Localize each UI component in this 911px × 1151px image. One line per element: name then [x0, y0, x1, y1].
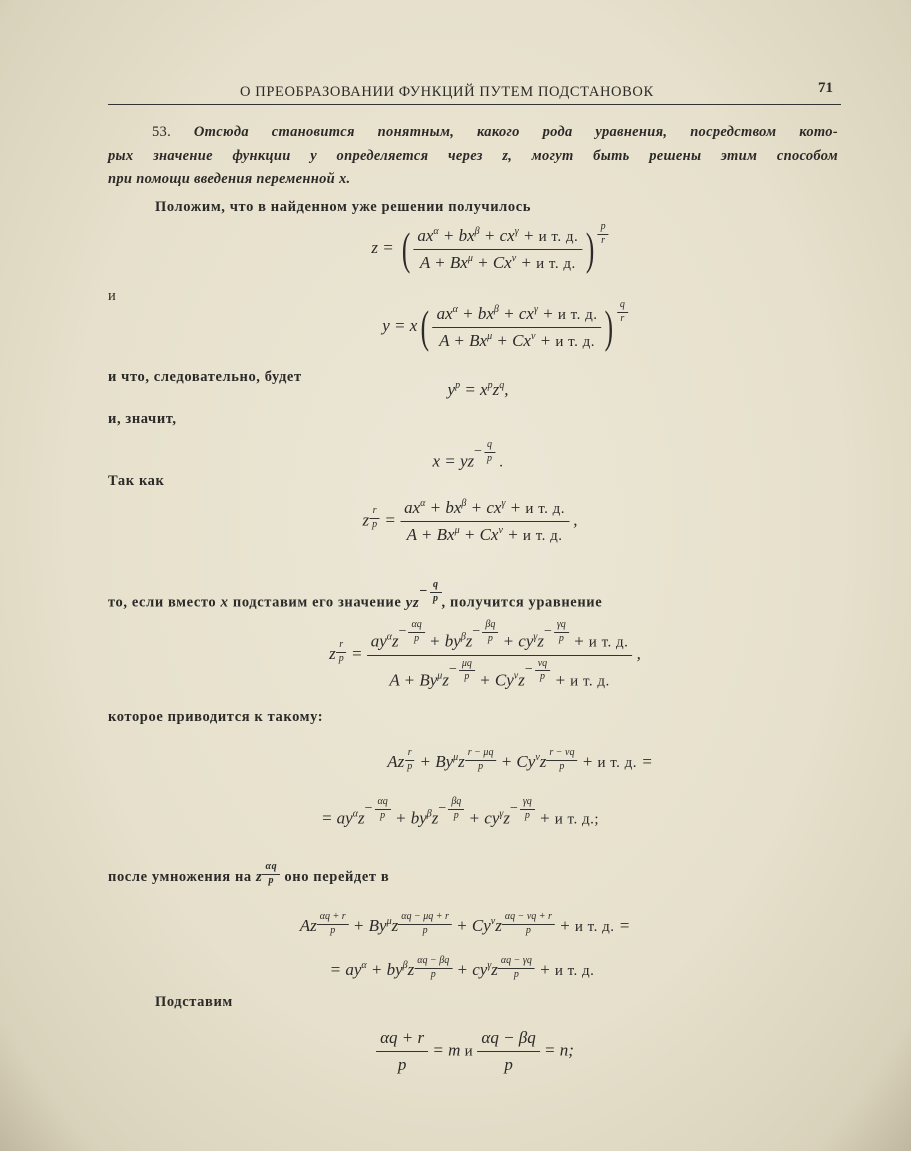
- math-text: +: [554, 916, 575, 935]
- math-text: + bx: [457, 303, 494, 323]
- math-text: p: [397, 1055, 407, 1074]
- denominator: p: [414, 632, 420, 644]
- math-text: + bx: [438, 225, 475, 245]
- text-line: и, значит,: [108, 411, 177, 427]
- math-word: и т. д.: [522, 528, 563, 544]
- exponent-fraction: [498, 956, 535, 980]
- inline-formula: [405, 579, 442, 611]
- fraction: [317, 912, 349, 936]
- math-word: и т. д.: [554, 963, 595, 979]
- math-word: и т. д.: [525, 501, 566, 517]
- numerator: μq: [459, 659, 475, 672]
- numerator: p: [598, 222, 609, 235]
- math-text: + Cy: [496, 752, 536, 771]
- text-line: которое приводится к такому:: [108, 709, 324, 725]
- math-text: A + By: [389, 670, 438, 690]
- page-number: 71: [818, 80, 833, 96]
- exponent-fraction: [414, 956, 452, 980]
- math-text: A + Bx: [419, 252, 468, 272]
- fraction: [398, 912, 452, 936]
- denominator: [500, 1052, 517, 1075]
- exponent-fraction: [399, 620, 425, 644]
- text-segment: после умножения на: [108, 869, 252, 885]
- numerator: [400, 498, 569, 522]
- math-text: αq − βq: [481, 1028, 536, 1047]
- fraction: [598, 222, 609, 246]
- exponent-fraction: [510, 797, 535, 821]
- exponent-fraction: [438, 797, 464, 821]
- superscript: μ: [437, 670, 443, 682]
- math-text: +: [505, 498, 526, 517]
- superscript: p: [487, 380, 493, 391]
- denominator: p: [432, 592, 439, 604]
- exponent-fraction: [465, 748, 497, 772]
- math-text: ax: [436, 303, 453, 323]
- text-line: [108, 862, 389, 886]
- math-text: =: [346, 644, 367, 664]
- math-text: αq + r: [380, 1028, 425, 1047]
- exponent-fraction: [365, 797, 391, 821]
- numerator: αq: [409, 620, 425, 633]
- math-word: .: [495, 454, 504, 471]
- math-word: и т. д.: [588, 634, 629, 651]
- math-text: + Cx: [492, 330, 531, 350]
- math-text: z: [495, 916, 502, 935]
- superscript: γ: [499, 808, 504, 820]
- numerator: αq: [375, 797, 391, 810]
- superscript: ν: [530, 330, 536, 342]
- minus-sign: −: [364, 800, 373, 816]
- math-text: + by: [424, 631, 461, 651]
- minus-sign: −: [398, 623, 407, 639]
- math-text: + by: [390, 808, 427, 828]
- exponent-fraction: [544, 620, 569, 644]
- numerator: αq − βq: [414, 956, 452, 969]
- math-text: z =: [371, 238, 399, 257]
- fraction: [535, 659, 550, 683]
- superscript: γ: [514, 225, 519, 237]
- math-text: + Cx: [472, 252, 512, 272]
- fraction: [433, 304, 602, 351]
- math-word: и т. д.: [555, 333, 595, 350]
- formula-reduced-rhs: [321, 797, 599, 829]
- denominator: p: [539, 671, 545, 683]
- fraction: [409, 620, 425, 644]
- math-text: ay: [370, 631, 387, 651]
- math-text: =: [380, 510, 401, 530]
- math-text: +: [534, 960, 555, 979]
- math-text: = m: [428, 1040, 461, 1060]
- section-53-line-3: при помощи введения переменной x.: [108, 171, 351, 187]
- text-line: и: [108, 288, 117, 304]
- numerator: r: [405, 748, 415, 761]
- math-text: y = x: [382, 316, 418, 335]
- math-text: + cy: [464, 808, 500, 828]
- superscript: γ: [533, 303, 538, 315]
- denominator: [385, 656, 613, 691]
- superscript: β: [402, 960, 408, 971]
- denominator: p: [338, 652, 344, 664]
- numerator: βq: [448, 797, 464, 810]
- denominator: p: [268, 874, 275, 886]
- fraction: [262, 862, 280, 886]
- numerator: [413, 226, 582, 250]
- superscript: α: [433, 225, 439, 237]
- math-text: z: [392, 631, 399, 651]
- math-text: = n;: [539, 1040, 574, 1060]
- numerator: q: [617, 300, 628, 313]
- formula-z-power: [362, 498, 577, 545]
- section-number: 53.: [152, 124, 172, 140]
- numerator: νq: [535, 659, 550, 672]
- math-text: A + Bx: [406, 525, 455, 544]
- superscript: γ: [487, 960, 492, 971]
- denominator: p: [330, 924, 336, 936]
- minus-sign: −: [524, 662, 533, 678]
- math-text: Az: [387, 752, 405, 771]
- superscript: μ: [453, 752, 459, 763]
- numerator: r − μq: [465, 748, 497, 761]
- exponent-fraction: [336, 640, 347, 664]
- math-word: и т. д.: [557, 306, 598, 323]
- math-text: z: [407, 960, 415, 979]
- math-text: +: [550, 670, 571, 690]
- math-text: + cy: [498, 631, 534, 651]
- superscript: μ: [386, 916, 392, 927]
- superscript: ν: [498, 525, 503, 536]
- superscript: ν: [490, 916, 496, 927]
- formula-x: [432, 440, 503, 472]
- superscript: ν: [535, 752, 540, 763]
- fraction: [484, 440, 495, 464]
- formula-multiplied-rhs: [330, 956, 595, 980]
- superscript: α: [386, 631, 393, 643]
- right-parenthesis: ): [585, 223, 595, 275]
- fraction: [404, 748, 415, 772]
- math-text: + bx: [425, 498, 462, 517]
- math-text: = ay: [329, 960, 362, 979]
- header-rule: [108, 104, 841, 105]
- superscript: α: [452, 303, 458, 315]
- math-text: + cy: [452, 960, 488, 979]
- math-text: + by: [366, 960, 403, 979]
- denominator: p: [487, 452, 493, 464]
- math-text: z: [431, 808, 439, 828]
- superscript: α: [361, 960, 367, 971]
- denominator: p: [430, 968, 436, 980]
- exponent-fraction: [369, 506, 380, 530]
- section-53-line-2: рых значение функции y определяется через z, могут быть решены этим способом: [108, 148, 838, 164]
- math-text: z: [537, 631, 544, 651]
- math-text: A + Bx: [439, 330, 488, 350]
- fraction: [617, 300, 628, 324]
- numerator: [477, 1028, 539, 1052]
- superscript: μ: [467, 252, 473, 264]
- numerator: αq − νq + r: [502, 912, 555, 925]
- fraction: [459, 659, 475, 683]
- fraction: [376, 1028, 428, 1075]
- denominator: p: [407, 760, 413, 772]
- superscript: β: [493, 303, 499, 315]
- fraction: [448, 797, 464, 821]
- math-text: z: [458, 752, 465, 771]
- fraction: [554, 620, 569, 644]
- numerator: αq − μq + r: [398, 912, 452, 925]
- superscript: γ: [533, 631, 538, 643]
- superscript: β: [460, 631, 466, 643]
- formula-substituted: [329, 620, 641, 690]
- left-parenthesis: (: [401, 223, 410, 275]
- text-line: Положим, что в найденном уже решении получилось: [155, 199, 532, 215]
- math-text: z: [503, 808, 510, 828]
- math-text: + Cy: [451, 916, 491, 935]
- fraction: [477, 1028, 539, 1075]
- minus-sign: −: [474, 443, 483, 459]
- superscript: ν: [513, 670, 519, 682]
- text-line: Так как: [108, 473, 165, 489]
- math-text: + cx: [466, 498, 502, 517]
- math-text: =: [614, 916, 631, 935]
- math-word: и: [460, 1043, 478, 1060]
- minus-sign: −: [438, 800, 447, 816]
- math-text: +: [577, 752, 598, 771]
- math-text: +: [535, 330, 556, 350]
- exponent-fraction: [502, 912, 555, 936]
- math-text: z: [442, 670, 449, 690]
- numerator: βq: [482, 620, 498, 633]
- denominator: p: [559, 760, 565, 772]
- numerator: αq − γq: [498, 956, 535, 969]
- math-text: z: [518, 670, 525, 690]
- math-text: z: [391, 916, 399, 935]
- numerator: r: [370, 506, 380, 519]
- math-text: +: [568, 631, 589, 651]
- math-text: z: [492, 380, 500, 399]
- math-text: ax: [417, 225, 434, 245]
- exponent-fraction: [617, 300, 628, 324]
- denominator: [416, 250, 580, 273]
- math-text: y: [447, 380, 456, 399]
- math-text: Az: [299, 916, 317, 935]
- numerator: [367, 620, 633, 656]
- denominator: p: [525, 924, 531, 936]
- fraction: [400, 498, 569, 545]
- math-text: ax: [404, 498, 421, 517]
- math-text: x = yz: [432, 451, 475, 471]
- numerator: q: [430, 580, 442, 593]
- math-text: ,: [569, 510, 578, 530]
- math-text: z: [465, 631, 473, 651]
- formula-multiplied-lhs: [300, 912, 630, 936]
- fraction: [546, 748, 577, 772]
- numerator: γq: [554, 620, 569, 633]
- fraction: [498, 956, 535, 980]
- math-text: +: [518, 225, 539, 245]
- text-line: Подставим: [155, 994, 233, 1010]
- math-text: z: [256, 869, 263, 885]
- formula-substitution: [376, 1028, 574, 1075]
- math-word: и т. д.: [536, 255, 576, 272]
- math-text: =: [637, 752, 653, 771]
- denominator: p: [380, 809, 386, 821]
- denominator: p: [478, 760, 484, 772]
- exponent-fraction: [404, 748, 415, 772]
- math-text: +: [534, 808, 555, 828]
- superscript: β: [426, 808, 432, 820]
- exponent-fraction: [449, 659, 475, 683]
- fraction: [465, 748, 497, 772]
- math-text: z: [357, 808, 365, 828]
- math-text: z: [362, 510, 370, 530]
- minus-sign: −: [448, 662, 457, 678]
- fraction: [367, 620, 633, 690]
- math-word: и т. д.: [538, 228, 579, 245]
- superscript: α: [420, 498, 426, 509]
- superscript: μ: [487, 330, 493, 342]
- text-line: и что, следовательно, будет: [108, 369, 302, 385]
- math-text: ,: [632, 644, 641, 664]
- numerator: r: [336, 640, 346, 653]
- denominator: [435, 328, 599, 351]
- text-segment: то, если вместо: [108, 594, 217, 611]
- exponent-fraction: [262, 862, 280, 886]
- fraction: [430, 580, 442, 604]
- section-53-line-1: [108, 124, 838, 141]
- math-word: и т. д.: [574, 919, 615, 935]
- minus-sign: −: [543, 623, 552, 639]
- left-parenthesis: (: [420, 301, 430, 353]
- superscript: μ: [454, 525, 460, 536]
- superscript: p: [455, 380, 461, 391]
- math-text: +: [516, 252, 537, 272]
- math-text: + By: [348, 916, 387, 935]
- math-word: и т. д.;: [554, 811, 600, 828]
- text-line: [108, 580, 602, 612]
- math-word: и т. д.: [597, 755, 638, 771]
- denominator: p: [513, 968, 519, 980]
- text-segment: оно перейдет в: [284, 869, 390, 885]
- fraction: [520, 797, 535, 821]
- running-header: О ПРЕОБРАЗОВАНИИ ФУНКЦИЙ ПУТЕМ ПОДСТАНОВОК: [240, 84, 654, 100]
- exponent-fraction: [419, 580, 441, 604]
- section-text: Отсюда становится понятным, какого рода уравнения, посредством кото-: [193, 124, 838, 140]
- exponent-fraction: [474, 440, 495, 464]
- math-text: yz: [405, 594, 420, 611]
- math-text: +: [537, 303, 558, 323]
- math-text: + cx: [479, 225, 515, 245]
- minus-sign: −: [419, 583, 428, 599]
- text-segment: , получится уравнение: [441, 594, 603, 611]
- fraction: [502, 912, 555, 936]
- denominator: p: [524, 809, 530, 821]
- numerator: r − νq: [546, 748, 577, 761]
- formula-y: [382, 300, 628, 351]
- superscript: γ: [501, 498, 506, 509]
- exponent-fraction: [472, 620, 498, 644]
- math-word: и т. д.: [570, 673, 610, 690]
- denominator: p: [464, 671, 470, 683]
- denominator: p: [453, 809, 459, 821]
- text-segment: подставим его значение: [232, 594, 402, 611]
- denominator: p: [487, 632, 493, 644]
- math-text: z: [329, 644, 336, 664]
- math-text: = ay: [320, 808, 353, 828]
- minus-sign: −: [509, 800, 518, 816]
- exponent-fraction: [546, 748, 577, 772]
- minus-sign: −: [472, 623, 481, 639]
- exponent-fraction: [317, 912, 349, 936]
- math-text: + By: [415, 752, 454, 771]
- numerator: αq: [262, 862, 280, 875]
- denominator: p: [372, 518, 378, 530]
- math-text: + Cy: [474, 670, 514, 690]
- denominator: [403, 522, 567, 545]
- formula-yp: [448, 380, 509, 400]
- fraction: [336, 640, 347, 664]
- exponent-fraction: [398, 912, 452, 936]
- math-text: +: [502, 525, 523, 544]
- formula-reduced-lhs: [387, 748, 653, 772]
- numerator: αq + r: [317, 912, 349, 925]
- denominator: r: [620, 312, 625, 324]
- exponent-fraction: [598, 222, 609, 246]
- fraction: [375, 797, 391, 821]
- denominator: [394, 1052, 411, 1075]
- fraction: [413, 226, 582, 273]
- superscript: β: [474, 225, 480, 237]
- superscript: q: [499, 380, 505, 391]
- exponent-fraction: [525, 659, 550, 683]
- math-text: z: [491, 960, 498, 979]
- math-text: = x: [460, 380, 488, 399]
- fraction: [482, 620, 498, 644]
- numerator: [376, 1028, 428, 1052]
- superscript: β: [461, 498, 467, 509]
- math-text: p: [504, 1055, 513, 1074]
- variable-x: x: [220, 594, 229, 611]
- superscript: ν: [511, 252, 517, 264]
- math-text: + Cx: [459, 525, 499, 544]
- denominator: p: [558, 632, 564, 644]
- denominator: r: [601, 234, 606, 246]
- numerator: q: [484, 440, 495, 453]
- math-text: + cx: [498, 303, 534, 323]
- math-text: ,: [504, 380, 509, 399]
- superscript: α: [352, 808, 358, 820]
- fraction: [369, 506, 380, 530]
- formula-z: [371, 222, 608, 273]
- fraction: [414, 956, 452, 980]
- numerator: [433, 304, 602, 328]
- math-text: z: [539, 752, 547, 771]
- denominator: p: [422, 924, 428, 936]
- numerator: γq: [520, 797, 535, 810]
- right-parenthesis: ): [604, 301, 614, 353]
